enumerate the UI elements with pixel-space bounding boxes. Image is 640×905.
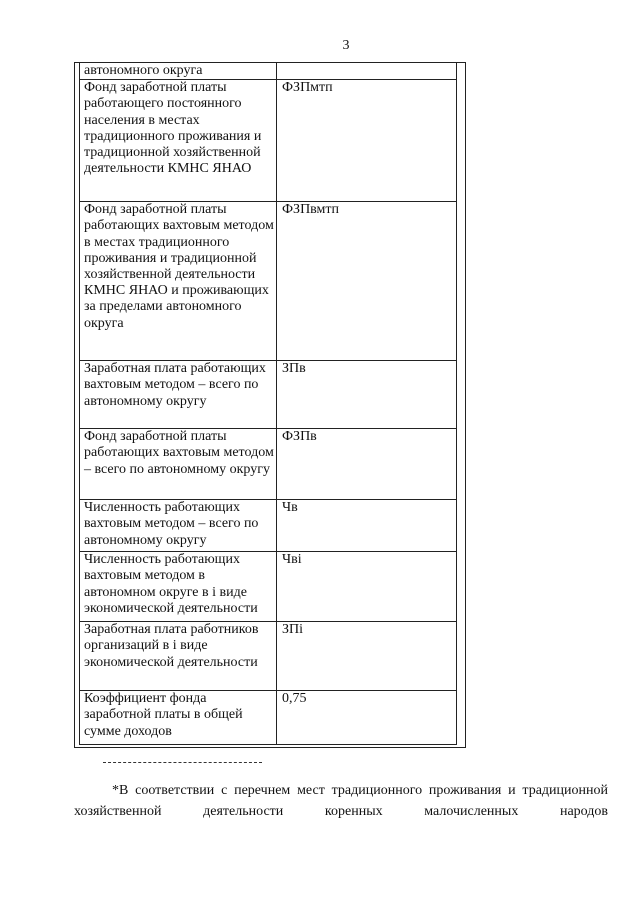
table-row	[80, 500, 457, 552]
row-symbol: Чв	[277, 500, 457, 552]
row-description: автономного округа	[80, 63, 277, 80]
row-symbol: ЗПв	[277, 361, 457, 429]
indicators-table	[79, 62, 457, 745]
row-symbol: ЗПi	[277, 622, 457, 691]
page-number: 3	[342, 38, 350, 53]
table-row	[80, 361, 457, 429]
row-description: Фонд заработной платы работающих вахтовым методом в местах традиционного проживания и традиционной хозяйственной деятельности КМНС ЯНАО и проживающих за пределами автономного округа	[80, 202, 277, 361]
row-symbol: 0,75	[277, 691, 457, 745]
row-description: Заработная плата работников организаций в i виде экономической деятельности	[80, 622, 277, 691]
footnote-separator	[103, 762, 262, 763]
table-row	[80, 202, 457, 361]
table-row	[80, 63, 457, 80]
table-row	[80, 552, 457, 622]
row-description: Коэффициент фонда заработной платы в общей сумме доходов	[80, 691, 277, 745]
table-row	[80, 80, 457, 202]
row-description: Численность работающих вахтовым методом в автономном округе в i виде экономической деятельности	[80, 552, 277, 622]
row-symbol: ФЗПв	[277, 429, 457, 500]
row-symbol: Чвi	[277, 552, 457, 622]
row-description: Заработная плата работающих вахтовым методом – всего по автономному округу	[80, 361, 277, 429]
table-row	[80, 691, 457, 745]
table-row	[80, 429, 457, 500]
row-description: Фонд заработной платы работающего постоянного населения в местах традиционного проживания и традиционной хозяйственной деятельности КМНС ЯНАО	[80, 80, 277, 202]
row-description: Численность работающих вахтовым методом – всего по автономному округу	[80, 500, 277, 552]
row-symbol: ФЗПмтп	[277, 80, 457, 202]
row-description: Фонд заработной платы работающих вахтовым методом – всего по автономному округу	[80, 429, 277, 500]
footnote-text: *В соответствии с перечнем мест традиционного проживания и традиционной хозяйственной деятельности коренных малочисленных народов	[74, 783, 608, 819]
row-symbol	[277, 63, 457, 80]
table-row	[80, 622, 457, 691]
row-symbol: ФЗПвмтп	[277, 202, 457, 361]
